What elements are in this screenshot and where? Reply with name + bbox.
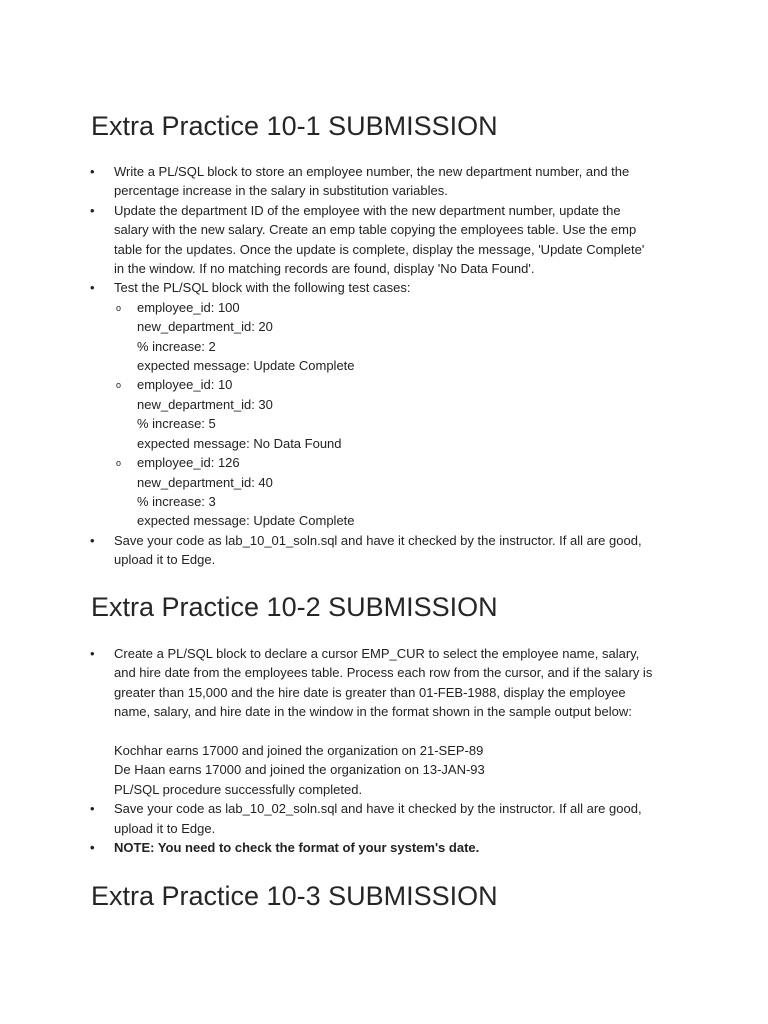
test-case-line: expected message: No Data Found [137,435,342,451]
test-case-line: employee_id: 126 [137,455,240,471]
section-10-1-bullet-list [0,162,768,570]
sample-output-line: Kochhar earns 17000 and joined the organization on 21-SEP-89 [114,743,484,759]
list-item [0,531,768,570]
section-10-2-bullet-list [0,644,768,857]
list-item [0,278,768,530]
test-case-line: new_department_id: 30 [137,396,273,412]
blank-line [114,722,658,741]
sample-output-line: De Haan earns 17000 and joined the organization on 13-JAN-93 [114,762,485,778]
bullet-icon: • [90,532,95,548]
note-text: NOTE: You need to check the format of your system's date. [114,840,480,856]
section-heading-10-1: Extra Practice 10-1 SUBMISSION [91,111,498,141]
test-case-item [114,375,658,453]
bullet-icon: • [90,280,95,296]
sample-output-line: PL/SQL procedure successfully completed. [114,781,363,797]
bullet-icon: • [90,202,95,218]
test-case-line: % increase: 5 [137,416,216,432]
sub-bullet-icon: o [116,380,122,391]
test-case-item [114,298,658,376]
bullet-icon: • [90,840,95,856]
test-case-item [114,453,658,531]
test-case-line: employee_id: 100 [137,299,240,315]
bullet-text: Test the PL/SQL block with the following test cases: [114,280,411,296]
test-case-line: employee_id: 10 [137,377,233,393]
sub-bullet-icon: o [116,302,122,313]
bullet-text: Update the department ID of the employee with the new department number, update the salary with the new salary. Create an emp table copying the employees table. Use the emp table for the updates. Once the update is complete, display the message, 'Update Complete' in the window. If no matching records are found, display 'No Data Found'. [114,202,645,277]
bullet-text: Save your code as lab_10_01_soln.sql and have it checked by the instructor. If all are good, upload it to Edge. [114,532,642,568]
test-case-list [114,298,658,531]
bullet-icon: • [90,164,95,179]
list-item [0,162,768,201]
section-heading-10-2: Extra Practice 10-2 SUBMISSION [91,592,498,622]
list-item [0,201,768,279]
test-case-line: % increase: 3 [137,493,216,509]
list-item [0,799,768,838]
bullet-text: Create a PL/SQL block to declare a cursor EMP_CUR to select the employee name, salary, and hire date from the employees table. Process each row from the cursor, and if the salary is greater than 15,000 and the hire date is greater than 01-FEB-1988, display the employee name, salary, and hire date in the window in the format shown in the sample output below: [114,646,653,720]
sub-bullet-icon: o [116,458,122,469]
bullet-icon: • [90,801,95,817]
test-case-line: new_department_id: 20 [137,319,273,335]
bullet-text: Save your code as lab_10_02_soln.sql and have it checked by the instructor. If all are good, upload it to Edge. [114,801,642,836]
list-item [0,644,768,799]
section-heading-10-3: Extra Practice 10-3 SUBMISSION [91,881,498,911]
test-case-line: expected message: Update Complete [137,358,355,374]
test-case-line: new_department_id: 40 [137,474,273,490]
test-case-line: expected message: Update Complete [137,513,355,529]
bullet-text: Write a PL/SQL block to store an employee number, the new department number, and the percentage increase in the salary in substitution variables. [114,164,630,199]
list-item-note [0,838,768,857]
test-case-line: % increase: 2 [137,338,216,354]
bullet-icon: • [90,646,95,661]
